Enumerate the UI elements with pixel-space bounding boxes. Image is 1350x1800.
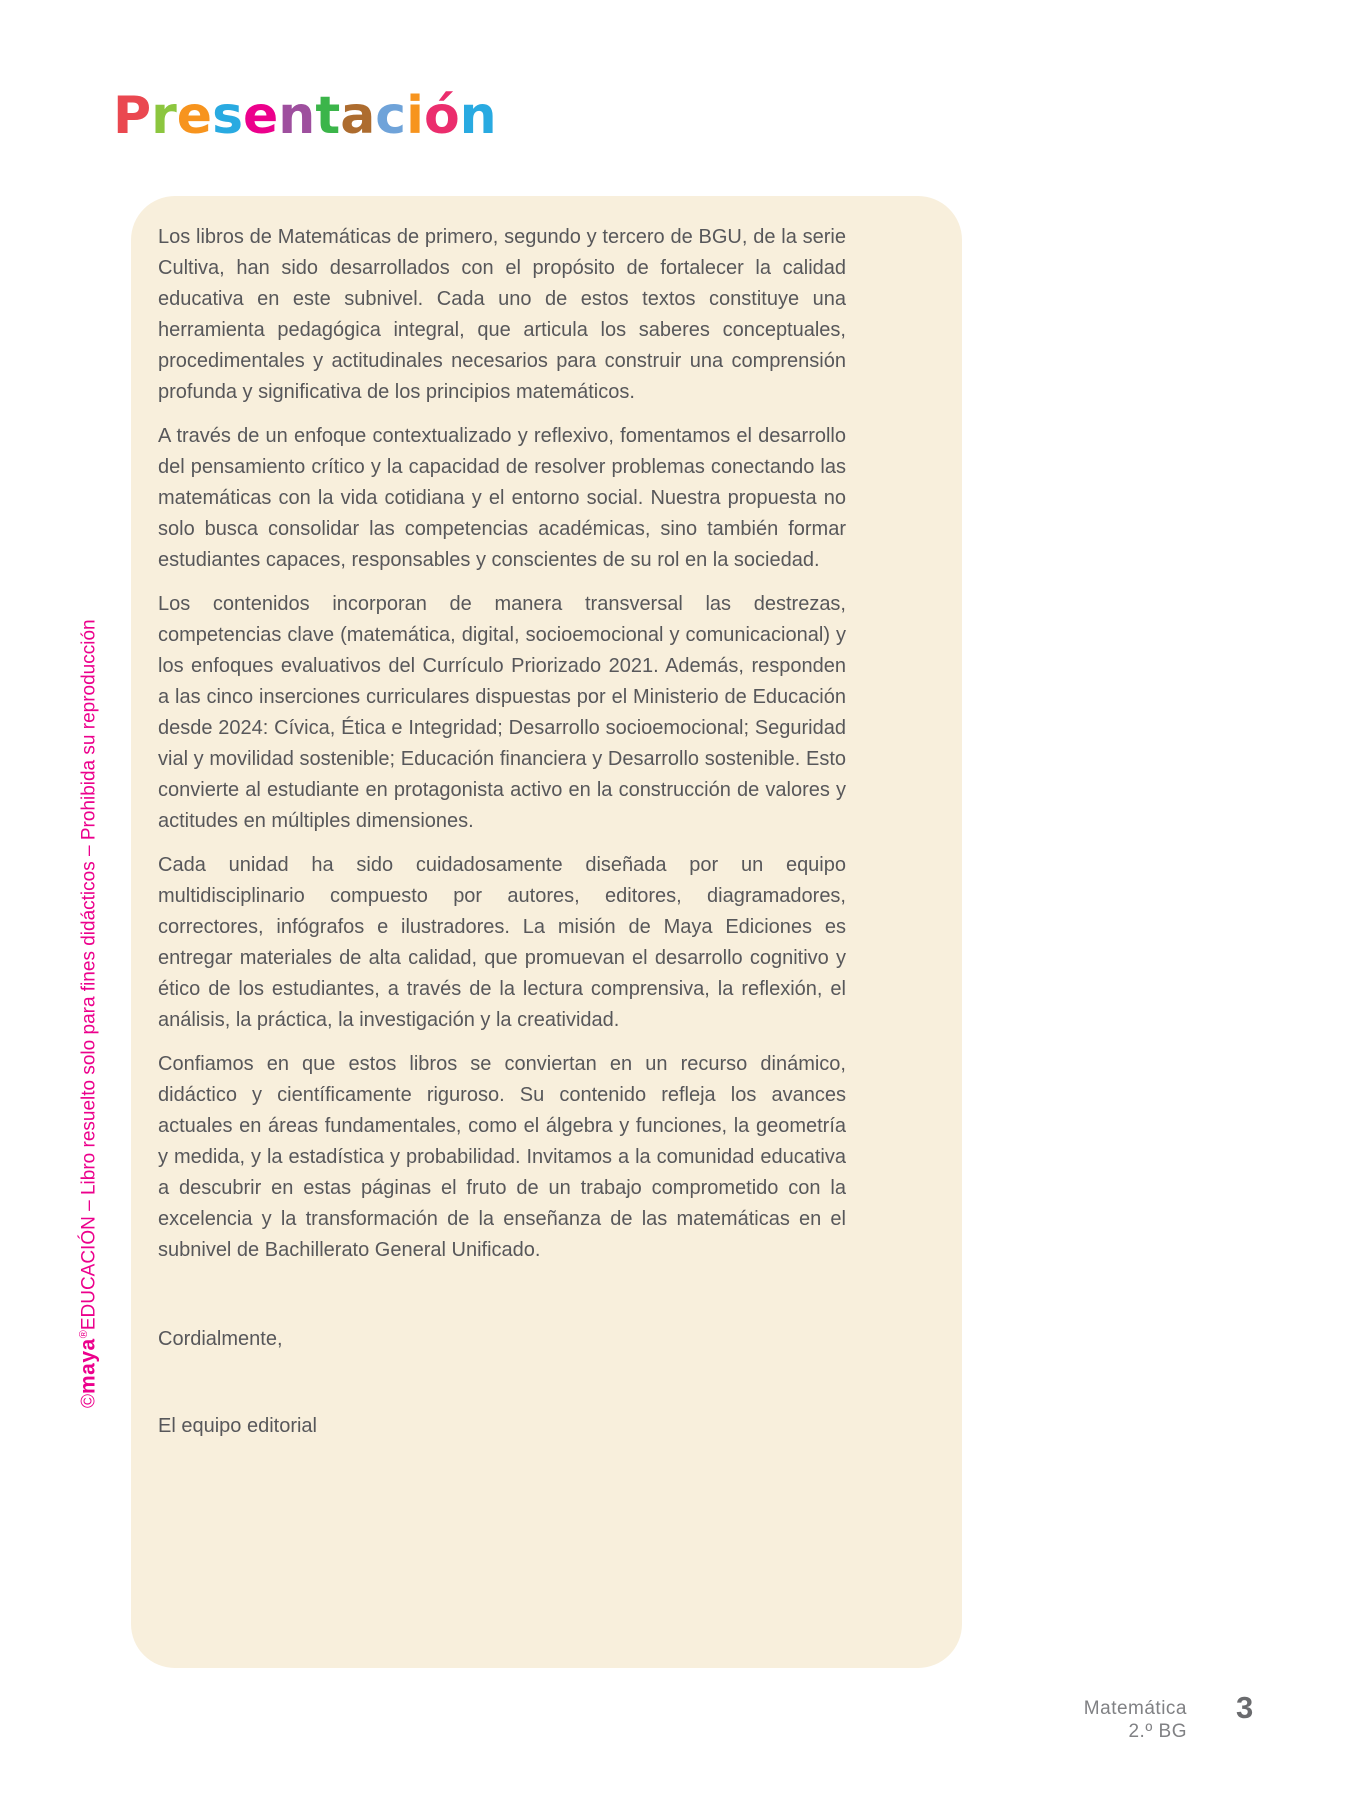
paragraph-2: A través de un enfoque contextualizado y reflexivo, fomentamos el desarrollo del pensamiento crítico y la capacidad de resolver problemas conectando las matemáticas con la vida cotidiana y el entorno social. Nuestra propuesta no solo busca consolidar las competencias académicas, sino también formar estudiantes capaces, responsables y conscientes de su rol en la sociedad. [158,425,846,571]
brand-maya: maya [76,1338,100,1394]
title-letter: e [176,86,213,146]
title-letter: n [459,86,497,146]
brand-educacion: EDUCACIÓN [78,1216,100,1331]
copyright-notice: – Libro resuelto solo para fines didácticos – Prohibida su reproducción [78,619,100,1217]
page-number: 3 [1236,1690,1254,1725]
title-letter: s [212,86,244,146]
copyright-symbol: © [78,1394,100,1408]
content-panel [131,196,962,1668]
title-letter: c [375,86,407,146]
title-letter: t [315,86,341,146]
registered-symbol: ® [78,1330,90,1339]
title-letter: e [243,86,279,146]
paragraph-4: Cada unidad ha sido cuidadosamente diseñada por un equipo multidisciplinario compuesto por autores, editores, diagramadores, correctores, infógrafos e ilustradores. La misión de Maya Ediciones es entregar materiales de alta calidad, que promuevan el desarrollo cognitivo y ético de los estudiantes, a través de la lectura comprensiva, la reflexión, el análisis, la práctica, la investigación y la creatividad. [158,854,846,1031]
footer-grade: 2.º BG [1128,1721,1187,1742]
copyright-sidebar [72,619,101,1408]
closing-line: Cordialmente, [158,1328,283,1350]
title-letter: r [151,86,177,146]
footer-book-label [1084,1697,1187,1743]
page-title [113,88,497,145]
paragraph-5: Confiamos en que estos libros se conviertan en un recurso dinámico, didáctico y científicamente riguroso. Su contenido refleja los avances actuales en áreas fundamentales, como el álgebra y funciones, la geometría y medida, y la estadística y probabilidad. Invitamos a la comunidad educativa a descubrir en estas páginas el fruto de un trabajo comprometido con la excelencia y la transformación de la enseñanza de las matemáticas en el subnivel de Bachillerato General Unificado. [158,1053,846,1261]
footer-subject: Matemática [1083,1698,1187,1719]
title-letter: n [278,86,316,146]
title-letter: ó [423,86,460,146]
paragraph-3: Los contenidos incorporan de manera transversal las destrezas, competencias clave (matemática, digital, socioemocional y comunicacional) y los enfoques evaluativos del Currículo Priorizado 2021. Además, responden a las cinco inserciones curriculares dispuestas por el Ministerio de Educación desde 2024: Cívica, Ética e Integridad; Desarrollo socioemocional; Seguridad vial y movilidad sostenible; Educación financiera y Desarrollo sostenible. Esto convierte al estudiante en protagonista activo en la construcción de valores y actitudes en múltiples dimensiones. [158,593,846,832]
title-letter: i [406,86,424,146]
paragraph-1: Los libros de Matemáticas de primero, segundo y tercero de BGU, de la serie Cultiva, han sido desarrollados con el propósito de fortalecer la calidad educativa en este subnivel. Cada uno de estos textos constituye una herramienta pedagógica integral, que articula los saberes conceptuales, procedimentales y actitudinales necesarios para construir una comprensión profunda y significativa de los principios matemáticos. [158,226,846,403]
signature-line: El equipo editorial [158,1415,317,1437]
title-letter: a [340,86,376,146]
title-letter: P [113,86,152,146]
